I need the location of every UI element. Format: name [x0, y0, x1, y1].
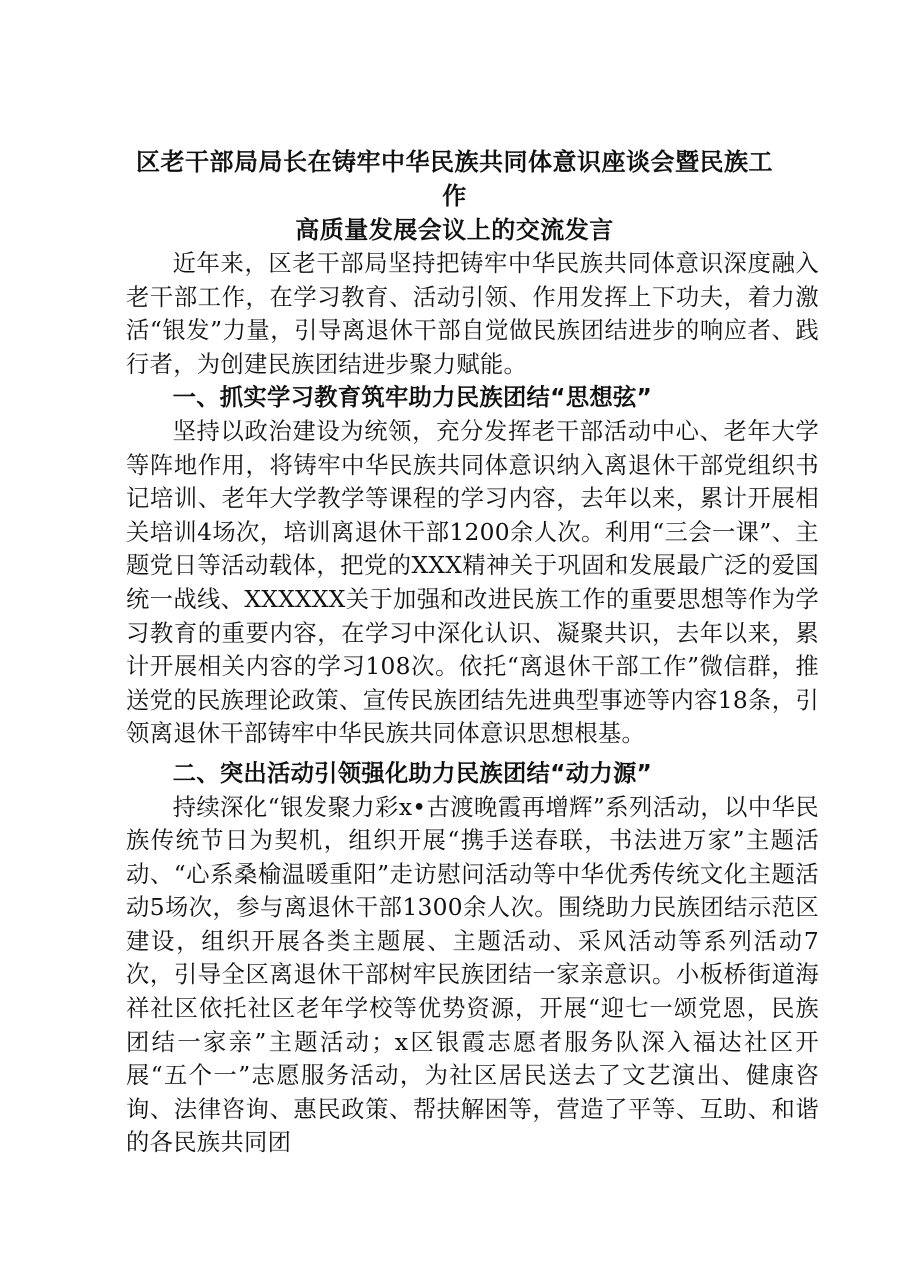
title-line-1: 区老干部局局长在铸牢中华民族共同体意识座谈会暨民族工作: [136, 147, 773, 210]
section-2-heading: 二、突出活动引领强化助力民族团结“动力源”: [172, 759, 653, 787]
section-2-paragraph: 持续深化“银发聚力彩x•古渡晚霞再增辉”系列活动，以中华民族传统节日为契机，组织开展“携手送春联，书法进万家”主题活动、“心系桑榆温暖重阳”走访慰问活动等中华优秀传统文化主题活动5场次，参与离退休干部1300余人次。围绕助力民族团结示范区建设，组织开展各类主题展、主题活动、采风活动等系列活动7次，引导全区离退休干部树牢民族团结一家亲意识。小板桥街道海祥社区依托社区老年学校等优势资源，开展“迎七一颂党恩，民族团结一家亲”主题活动；x区银霞志愿者服务队深入福达社区开展“五个一”志愿服务活动，为社区居民送去了文艺演出、健康咨询、法律咨询、惠民政策、帮扶解困等，营造了平等、互助、和谐的各民族共同团: [126, 793, 819, 1157]
section-1-heading: 一、抓实学习教育筑牢助力民族团结“思想弦”: [172, 384, 653, 412]
intro-paragraph: 近年来，区老干部局坚持把铸牢中华民族共同体意识深度融入老干部工作，在学习教育、活动引领、作用发挥上下功夫，着力激活“银发”力量，引导离退休干部自觉做民族团结进步的响应者、践行者，为创建民族团结进步聚力赋能。: [126, 250, 819, 378]
section-1-paragraph: 坚持以政治建设为统领，充分发挥老干部活动中心、老年大学等阵地作用，将铸牢中华民族共同体意识纳入离退休干部党组织书记培训、老年大学教学等课程的学习内容，去年以来，累计开展相关培训4场次，培训离退休干部1200余人次。利用“三会一课”、主题党日等活动载体，把党的XXX精神关于巩固和发展最广泛的爱国统一战线、XXXXXX关于加强和改进民族工作的重要思想等作为学习教育的重要内容，在学习中深化认识、凝聚共识，去年以来，累计开展相关内容的学习108次。依托“离退休干部工作”微信群，推送党的民族理论政策、宣传民族团结先进典型事迹等内容18条，引领离退休干部铸牢中华民族共同体意识思想根基。: [126, 417, 819, 748]
document-title: [126, 145, 819, 247]
title-line-2: 高质量发展会议上的交流发言: [295, 215, 614, 244]
